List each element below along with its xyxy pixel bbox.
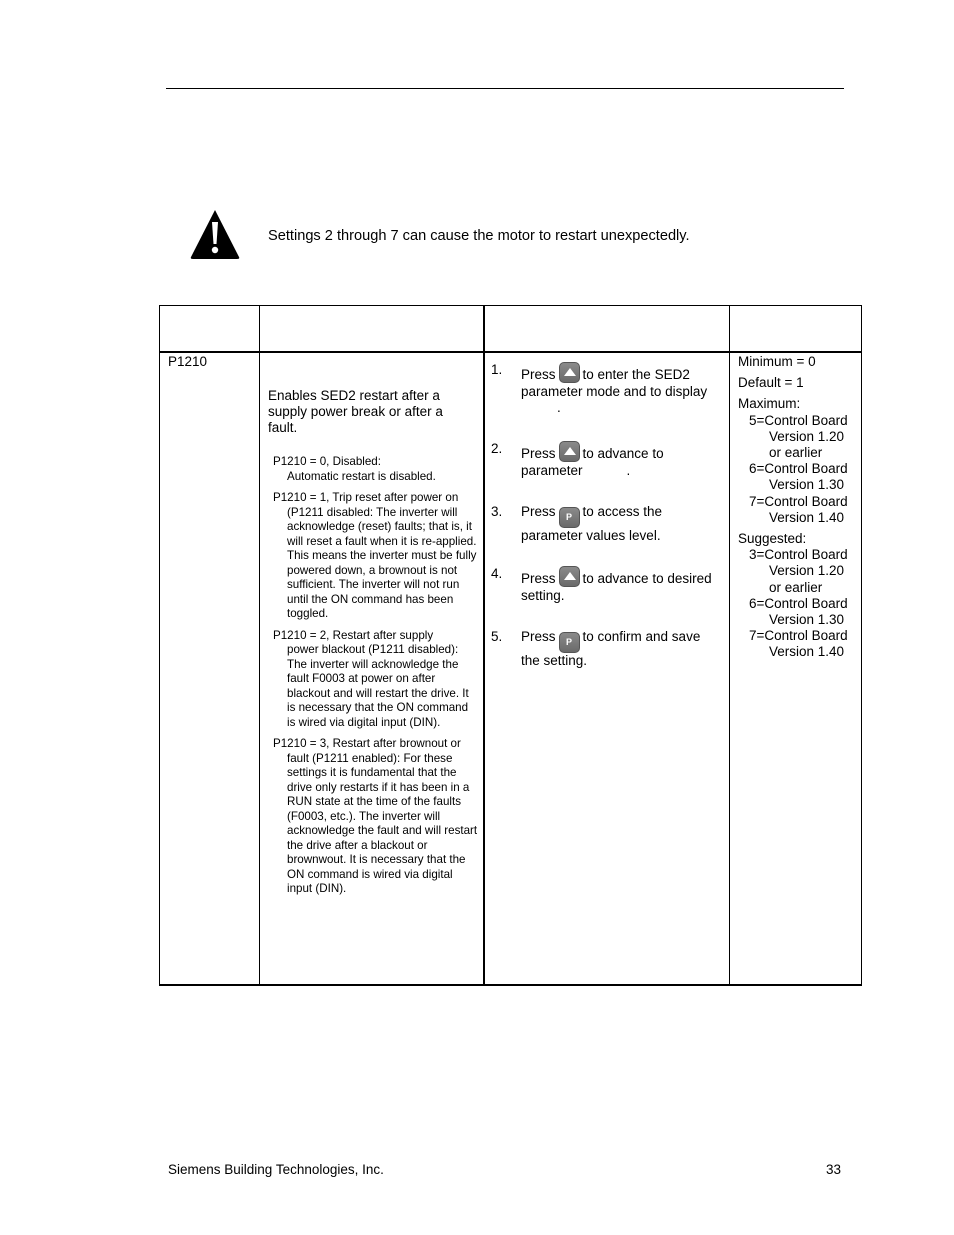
range-version: Version 1.40 [769,644,845,660]
p-key-icon: P [559,507,580,528]
range-version: Version 1.30 [769,477,845,493]
up-arrow-key-icon [559,362,580,383]
step-press-label: Press [521,446,556,461]
option-head: P1210 = 1, Trip reset after power on [273,491,459,504]
range-value: 7=Control Board [749,628,848,644]
step-text [521,362,721,417]
step-tail: . [557,400,561,415]
step-instruction: to advance to desired setting. [521,571,712,603]
range-value: 3=Control Board [749,547,848,563]
option-list [273,455,479,904]
range-value: 5=Control Board [749,412,848,428]
step-press-label: Press [521,504,556,519]
range-version: Version 1.20 [769,563,845,579]
range-value: 7=Control Board [749,493,848,509]
range-default: Default = 1 [738,375,804,391]
option-item [273,629,479,731]
parameter-number: P1210 [168,354,208,369]
option-item [273,455,479,484]
step-number: 1. [491,362,503,377]
range-version-note: or earlier [769,445,823,461]
option-head: P1210 = 3, Restart after brownout or [273,737,461,750]
column-divider [483,305,485,986]
step-number: 4. [491,566,503,581]
option-head: P1210 = 0, Disabled: [273,455,381,468]
option-body: power blackout (P1211 disabled): The inverter will acknowledge the fault F0003 at power on after blackout and will restart the drive. It is necessary that the ON command is wired via digital input (DIN). [287,643,469,729]
option-head: P1210 = 2, Restart after supply [273,628,434,642]
step-number: 5. [491,629,503,644]
step-press-label: Press [521,367,556,382]
range-version-note: or earlier [769,579,823,595]
warning-text: Settings 2 through 7 can cause the motor to restart unexpectedly. [268,228,690,244]
range-maximum-label: Maximum: [738,396,801,412]
step-number: 3. [491,504,503,519]
step-instruction: to access the parameter values level. [521,504,663,543]
option-body: (P1211 disabled: The inverter will acknowledge (reset) faults; that is, it will reset a fault when it is re-applied. This means the inverter must be fully powered down, a brownout is not sufficient. The inverter will not run until the ON command has been toggled. [287,505,477,620]
option-item [273,491,479,622]
header-rule [166,88,844,89]
step-instruction: to enter the SED2 parameter mode and to display [521,367,708,399]
table-header-rule [159,351,862,353]
column-divider [259,305,260,986]
step-text [521,441,721,479]
range-version: Version 1.40 [769,509,845,525]
range-minimum: Minimum = 0 [738,354,816,369]
range-value: 6=Control Board [749,595,848,611]
range-version: Version 1.30 [769,612,845,628]
warning-exclamation-icon [189,208,241,260]
up-arrow-key-icon [559,441,580,462]
range-version: Version 1.20 [769,428,845,444]
option-body: Automatic restart is disabled. [287,469,436,483]
up-arrow-key-icon [559,566,580,587]
p-key-icon: P [559,632,580,653]
parameter-description: Enables SED2 restart after a supply power break or after a fault. [268,388,443,435]
range-suggested-label: Suggested: [738,531,807,547]
step-text [521,504,721,545]
option-item [273,737,479,897]
footer-company: Siemens Building Technologies, Inc. [168,1162,384,1177]
step-instruction: to confirm and save the setting. [521,629,701,668]
option-body: fault (P1211 enabled): For these settings it is fundamental that the drive only restarts if it has been in a RUN state at the time of the faults (F0003, etc.). The inverter will acknowledge the fault and will restart the drive after a blackout or brownwout. It is necessary that the ON command is wired via digital input (DIN). [287,751,478,895]
step-press-label: Press [521,629,556,644]
column-divider [729,305,730,986]
step-instruction: to advance to parameter [521,446,664,478]
step-text [521,566,721,604]
value-range [738,354,860,661]
range-value: 6=Control Board [749,461,848,477]
step-number: 2. [491,441,503,456]
step-text [521,629,721,670]
step-tail: . [626,462,631,478]
step-press-label: Press [521,571,556,586]
page-number: 33 [826,1162,842,1177]
